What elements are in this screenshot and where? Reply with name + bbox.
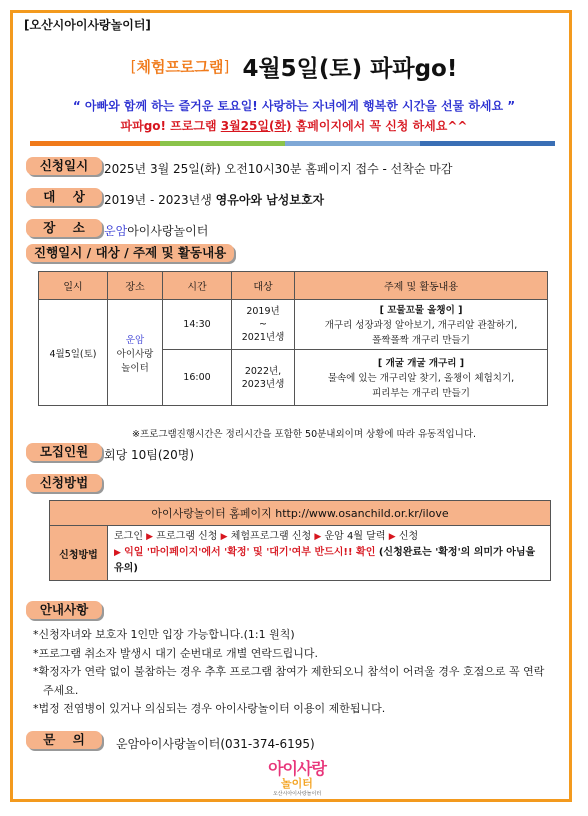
color-stripe [420, 141, 555, 146]
color-stripe [160, 141, 285, 146]
target-value: 2019년 - 2023년생 영유아와 남성보호자 [104, 193, 325, 207]
logo-line1: 아이사랑 [268, 759, 326, 778]
guide-list [33, 626, 553, 719]
guide-item: *신청자녀와 보호자 1인만 입장 가능합니다.(1:1 원칙) [33, 628, 295, 641]
recruit-value: 회당 10팀(20명) [104, 448, 195, 462]
date-cell: 4월5일(토) [39, 300, 108, 406]
place-value: 운암아이사랑놀이터 [104, 224, 209, 238]
quote-text: “ 아빠와 함께 하는 즐거운 토요일! 사랑하는 자녀에게 행복한 시간을 선물 하세요 ” [72, 99, 516, 113]
arrow-icon: ▶ [220, 532, 228, 542]
guide-item: *프로그램 취소자 발생시 대기 순번대로 개별 연락드립니다. [33, 646, 318, 660]
guide-item: *확정자가 연락 없이 불참하는 경우 추후 프로그램 참여가 제한되오니 참석이 어려울 경우 호점으로 꼭 연락 주세요. [33, 665, 545, 697]
target-label: 대 상 [26, 188, 102, 206]
logo-line2: 놀이터 [281, 777, 313, 790]
activity-cell: [ 꼬물꼬물 올챙이 ] 개구리 성장과정 알아보기, 개구리알 관찰하기, 폴짝폴짝 개구리 만들기 [295, 300, 548, 350]
table-header-row [39, 272, 548, 300]
table-note: ※프로그램진행시간은 정리시간을 포함한 50분내외이며 상황에 따라 유동적입니다. [132, 429, 477, 440]
apply-date-value: 2025년 3월 25일(화) 오전10시30분 홈페이지 접수 - 선착순 마감 [104, 162, 453, 176]
place-label: 장 소 [26, 219, 102, 237]
place-cell: 운암 아이사랑 놀이터 [108, 300, 163, 406]
method-table [49, 500, 551, 581]
page-title: [체험프로그램] 4월5일(토) 파파go! [130, 56, 458, 82]
time-cell: 14:30 [163, 300, 232, 350]
logo [247, 759, 347, 797]
sub-text: 파파go! 프로그램 3월25일(화) 홈페이지에서 꼭 신청 하세요^^ [120, 119, 468, 133]
arrow-icon: ▶ [114, 548, 121, 558]
time-cell: 16:00 [163, 350, 232, 406]
method-label: 신청방법 [26, 474, 102, 492]
org-tag: [오산시아이사랑놀이터] [24, 18, 151, 32]
activity-cell: [ 개굴 개굴 개구리 ] 물속에 있는 개구리알 찾기, 올챙이 체험치기, 피리부는 개구리 만들기 [295, 350, 548, 406]
homepage-url[interactable]: 아이사랑놀이터 홈페이지 http://www.osanchild.or.kr/ilove [50, 501, 551, 526]
col-header: 장소 [108, 272, 163, 300]
method-steps: 로그인 ▶ 프로그램 신청 ▶ 체험프로그램 신청 ▶ 운암 4월 달력 ▶ 신청 ▶ 익일 '마이페이지'에서 '확정' 및 '대기'여부 반드시!! 확인 (신청완료는 '확정'의 의미가 아님을 유의) [108, 526, 551, 581]
color-stripe [285, 141, 420, 146]
target-cell: 2022년, 2023년생 [232, 350, 295, 406]
apply-date-label: 신청일시 [26, 157, 102, 175]
target-cell: 2019년 ~ 2021년생 [232, 300, 295, 350]
category-label: 체험프로그램 [136, 58, 224, 76]
contact-value: 운암아이사랑놀이터(031-374-6195) [116, 737, 315, 751]
program-title: 4월5일(토) 파파go! [242, 56, 458, 82]
col-header: 주제 및 활동내용 [295, 272, 548, 300]
guide-label: 안내사항 [26, 601, 102, 619]
logo-line3: 오산시아이사랑놀이터 [272, 791, 322, 797]
arrow-icon: ▶ [388, 532, 396, 542]
schedule-table [38, 271, 548, 406]
recruit-label: 모집인원 [26, 443, 102, 461]
warning-text: 익일 '마이페이지'에서 '확정' 및 '대기'여부 반드시!! 확인 [124, 547, 376, 558]
color-stripe [30, 141, 160, 146]
contact-label: 문 의 [26, 731, 102, 749]
col-header: 시간 [163, 272, 232, 300]
table-row [39, 300, 548, 350]
arrow-icon: ▶ [146, 532, 154, 542]
schedule-label: 진행일시 / 대상 / 주제 및 활동내용 [26, 244, 234, 262]
arrow-icon: ▶ [314, 532, 322, 542]
guide-item: *법정 전염병이 있거나 의심되는 경우 아이사랑놀이터 이용이 제한됩니다. [33, 702, 386, 715]
col-header: 대상 [232, 272, 295, 300]
col-header: 일시 [39, 272, 108, 300]
method-row-label: 신청방법 [50, 526, 108, 581]
